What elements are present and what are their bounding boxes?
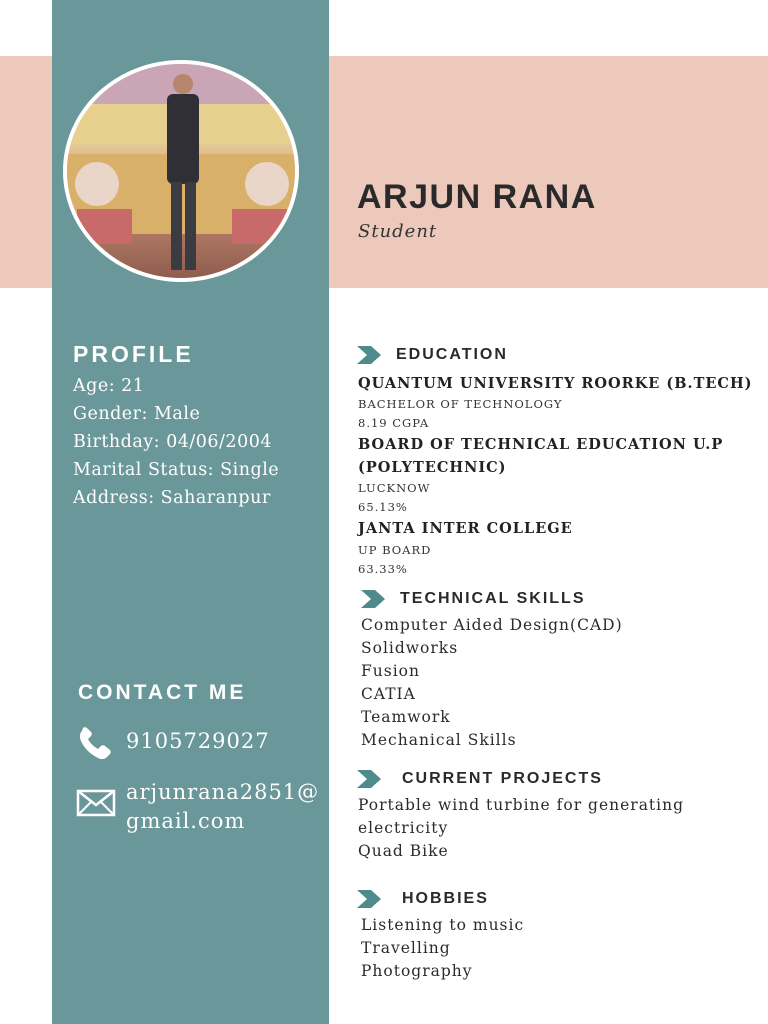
skill-item: CATIA — [361, 685, 416, 703]
education-entry-2-score: 65.13% — [358, 500, 408, 514]
person-role: Student — [358, 221, 438, 242]
education-entry-3-detail: UP BOARD — [358, 543, 432, 557]
skill-item: Teamwork — [361, 708, 451, 726]
education-entry-1-name: QUANTUM UNIVERSITY ROORKE (B.TECH) — [358, 375, 753, 392]
chevron-arrow-icon — [357, 890, 383, 908]
chevron-arrow-icon — [357, 346, 383, 364]
contact-email — [76, 778, 319, 836]
education-entry-3-name: JANTA INTER COLLEGE — [358, 520, 573, 537]
hobbies-list — [361, 914, 524, 983]
projects-title: CURRENT PROJECTS — [402, 770, 603, 787]
email-line-2: gmail.com — [126, 809, 246, 833]
person-name: ARJUN RANA — [357, 178, 597, 216]
project-item: Quad Bike — [358, 842, 449, 860]
hobbies-heading — [357, 890, 489, 908]
projects-heading — [357, 770, 603, 788]
chevron-arrow-icon — [357, 770, 383, 788]
education-entry-1-detail: BACHELOR OF TECHNOLOGY — [358, 397, 563, 411]
email-line-1: arjunrana2851@ — [126, 780, 320, 804]
skill-item: Computer Aided Design(CAD) — [361, 616, 623, 634]
project-item: electricity — [358, 819, 449, 837]
profile-details — [73, 372, 279, 512]
profile-marital-status: Marital Status: Single — [73, 460, 280, 480]
education-heading — [357, 346, 508, 364]
contact-heading: CONTACT ME — [78, 681, 247, 704]
projects-list — [358, 794, 684, 863]
education-entry-2-name-line-2: (POLYTECHNIC) — [358, 459, 507, 476]
education-title: EDUCATION — [396, 346, 508, 363]
education-entry-1-score: 8.19 CGPA — [358, 416, 430, 430]
skills-heading — [361, 590, 585, 608]
skills-title: TECHNICAL SKILLS — [400, 590, 586, 607]
profile-address: Address: Saharanpur — [73, 488, 271, 508]
profile-gender: Gender: Male — [73, 404, 201, 424]
hobby-item: Travelling — [361, 939, 451, 957]
skill-item: Solidworks — [361, 639, 459, 657]
contact-phone — [76, 727, 270, 761]
profile-photo — [63, 60, 299, 282]
project-item: Portable wind turbine for generating — [358, 796, 685, 814]
hobbies-title: HOBBIES — [402, 890, 489, 907]
envelope-icon — [76, 788, 116, 822]
phone-icon — [76, 727, 116, 761]
hobby-item: Listening to music — [361, 916, 525, 934]
email-address[interactable] — [126, 778, 319, 836]
education-entry-2-detail: LUCKNOW — [358, 481, 431, 495]
hobby-item: Photography — [361, 962, 473, 980]
skills-list — [361, 614, 623, 752]
profile-heading: PROFILE — [73, 341, 194, 367]
profile-birthday: Birthday: 04/06/2004 — [73, 432, 272, 452]
education-entry-2-name-line-1: BOARD OF TECHNICAL EDUCATION U.P — [358, 436, 724, 453]
profile-age: Age: 21 — [73, 376, 145, 396]
phone-number[interactable]: 9105729027 — [126, 729, 270, 753]
chevron-arrow-icon — [361, 590, 387, 608]
skill-item: Mechanical Skills — [361, 731, 517, 749]
education-entry-3-score: 63.33% — [358, 562, 408, 576]
skill-item: Fusion — [361, 662, 420, 680]
